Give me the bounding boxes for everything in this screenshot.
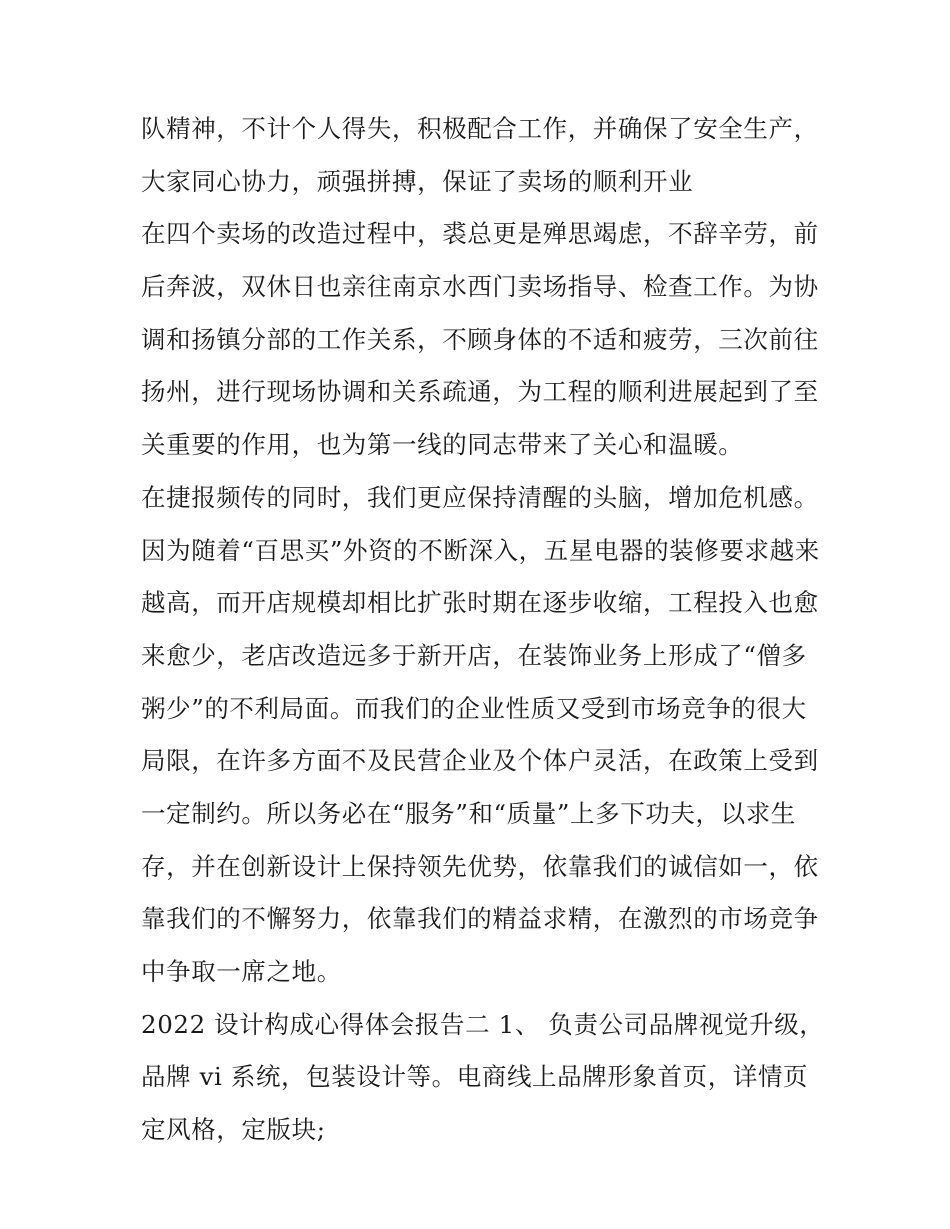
text-line: 2022 设计构成心得体会报告二 1、 负责公司品牌视觉升级，	[141, 1009, 825, 1039]
text-line: 调和扬镇分部的工作关系，不顾身体的不适和疲劳，三次前往	[141, 324, 819, 354]
document-body	[141, 108, 825, 1162]
text-line: 队精神，不计个人得失，积极配合工作，并确保了安全生产，	[141, 114, 819, 143]
text-line: 大家同心协力，顽强拼搏，保证了卖场的顺利开业	[141, 166, 694, 196]
text-line: 越高，而开店规模却相比扩张时期在逐步收缩，工程投入也愈	[141, 588, 819, 618]
text-line: 局限，在许多方面不及民营企业及个体户灵活，在政策上受到	[141, 746, 819, 776]
text-line: 靠我们的不懈努力，依靠我们的精益求精，在激烈的市场竞争	[141, 904, 819, 934]
text-line: 在四个卖场的改造过程中，裘总更是殚思竭虑，不辞辛劳，前	[141, 219, 819, 249]
text-line: 粥少”的不利局面。而我们的企业性质又受到市场竞争的很大	[141, 693, 807, 723]
text-line: 关重要的作用，也为第一线的同志带来了关心和温暖。	[141, 430, 744, 460]
text-line: 因为随着“百思买”外资的不断深入，五星电器的装修要求越来	[141, 535, 820, 565]
text-line: 定风格，定版块;	[141, 1115, 326, 1145]
text-line: 在捷报频传的同时，我们更应保持清醒的头脑，增加危机感。	[141, 482, 819, 512]
text-line: 来愈少，老店改造远多于新开店，在装饰业务上形成了“僧多	[141, 640, 807, 670]
text-line: 扬州，进行现场协调和关系疏通，为工程的顺利进展起到了至	[141, 377, 819, 407]
text-line: 一定制约。所以务必在“服务”和“质量”上多下功夫，以求生	[141, 798, 796, 828]
text-line: 中争取一席之地。	[141, 957, 342, 986]
text-line: 存，并在创新设计上保持领先优势，依靠我们的诚信如一，依	[141, 851, 819, 881]
text-line: 品牌 vi 系统，包装设计等。电商线上品牌形象首页，详情页	[141, 1062, 809, 1092]
text-line: 后奔波，双休日也亲往南京水西门卖场指导、检查工作。为协	[141, 272, 819, 302]
